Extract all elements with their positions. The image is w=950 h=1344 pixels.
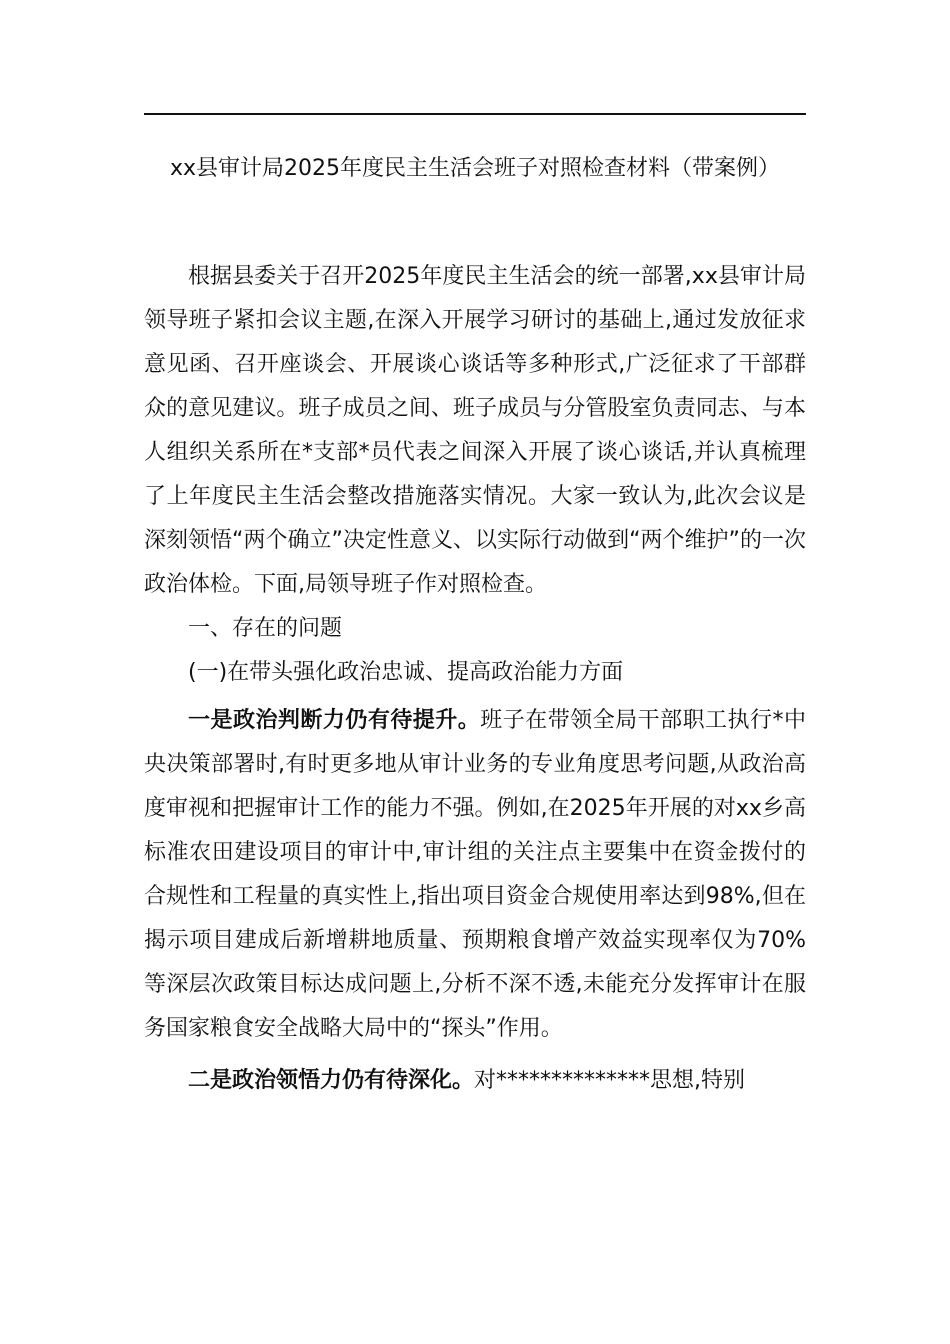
intro-paragraph: 根据县委关于召开2025年度民主生活会的统一部署,xx县审计局领导班子紧扣会议主题,在深入开展学习研讨的基础上,通过发放征求意见函、召开座谈会、开展谈心谈话等多种形式,广泛征求了干部群众的意见建议。班子成员之间、班子成员与分管股室负责同志、与本人组织关系所在*支部*员代表之间深入开展了谈心谈话,并认真梳理了上年度民主生活会整改措施落实情况。大家一致认为,此次会议是深刻领悟“两个确立”决定性意义、以实际行动做到“两个维护”的一次政治体检。下面,局领导班子作对照检查。 [144, 264, 806, 597]
document-page [144, 0, 806, 1344]
point-one-paragraph [144, 699, 806, 1051]
document-body [144, 255, 806, 1103]
point-one-lead: 一是政治判断力仍有待提升。 [188, 708, 481, 733]
point-two-paragraph [144, 1059, 806, 1103]
header-rule [144, 113, 806, 115]
point-two-lead: 二是政治领悟力仍有待深化。 [188, 1068, 475, 1093]
point-one-text: 班子在带领全局干部职工执行*中央决策部署时,有时更多地从审计业务的专业角度思考问题,从政治高度审视和把握审计工作的能力不强。例如,在2025年开展的对xx乡高标准农田建设项目的审计中,审计组的关注点主要集中在资金拨付的合规性和工程量的真实性上,指出项目资金合规使用率达到98%,但在揭示项目建成后新增耕地质量、预期粮食增产效益实现率仅为70%等深层次政策目标达成问题上,分析不深不透,未能充分发挥审计在服务国家粮食安全战略大局中的“探头”作用。 [144, 708, 806, 1041]
section-heading: 一、存在的问题 [188, 616, 343, 641]
subsection-heading: (一)在带头强化政治忠诚、提高政治能力方面 [188, 660, 624, 685]
document-title: xx县审计局2025年度民主生活会班子对照检查材料（带案例） [169, 156, 781, 181]
point-two-text: 对**************思想,特别 [474, 1068, 746, 1093]
